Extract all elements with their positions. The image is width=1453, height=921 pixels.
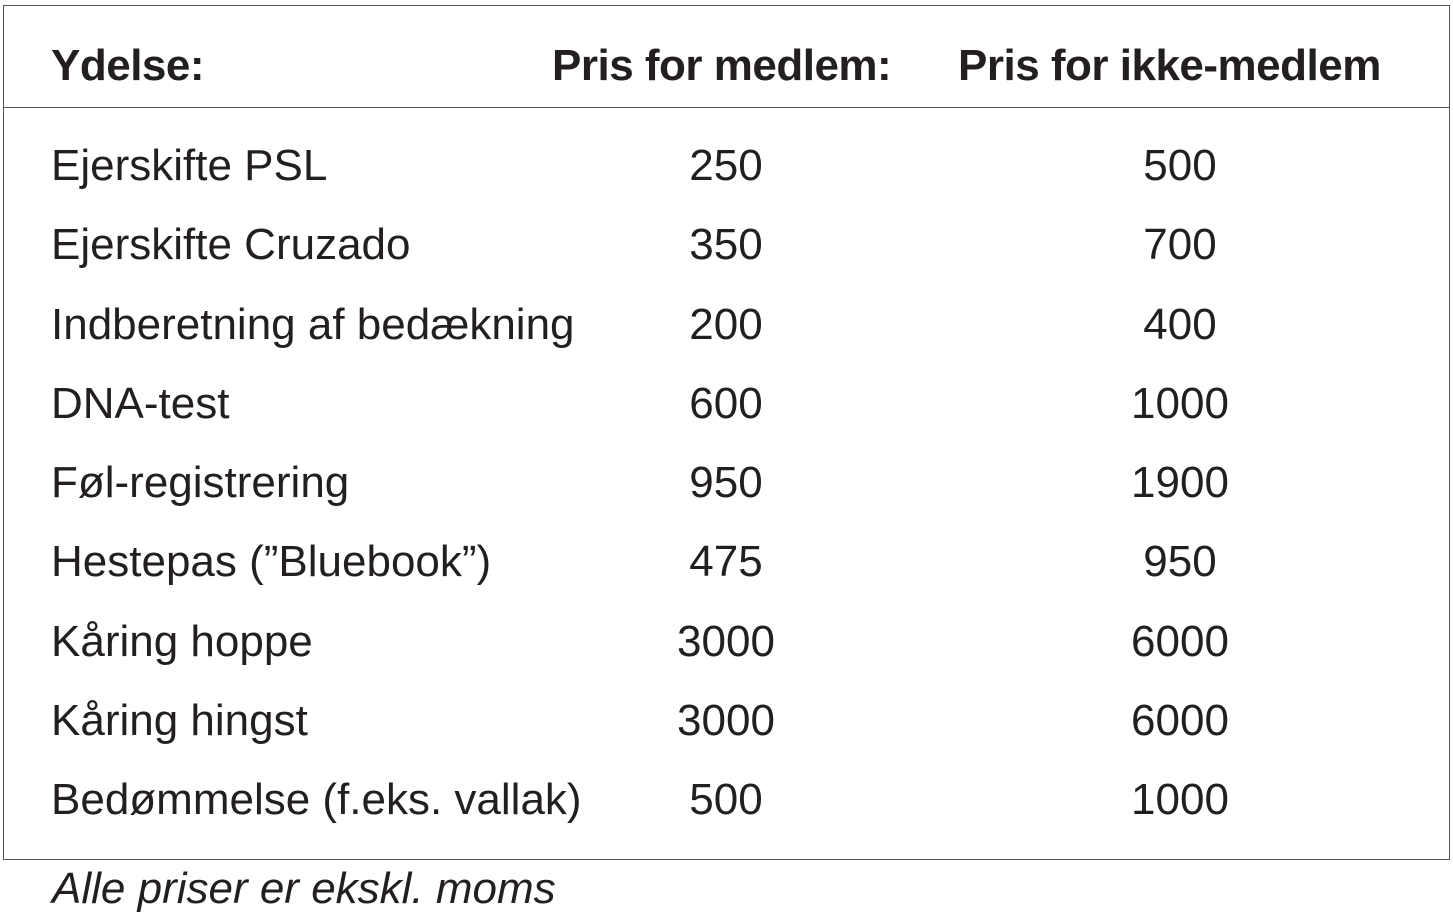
member-price-cell: 950 [689, 458, 763, 508]
table-row [4, 126, 1449, 205]
table-row [4, 681, 1449, 760]
nonmember-price-cell: 6000 [1131, 696, 1229, 746]
table-row [4, 285, 1449, 364]
table-row [4, 205, 1449, 284]
service-cell: Kåring hoppe [51, 616, 313, 666]
nonmember-price-cell: 700 [1143, 220, 1217, 270]
member-price-cell: 3000 [677, 616, 775, 666]
nonmember-price-cell: 1000 [1131, 775, 1229, 825]
nonmember-price-cell: 950 [1143, 537, 1217, 587]
member-price-cell: 3000 [677, 696, 775, 746]
nonmember-price-cell: 500 [1143, 141, 1217, 190]
header-service: Ydelse: [51, 41, 205, 90]
service-cell: Kåring hingst [51, 696, 308, 746]
table-row [4, 522, 1449, 601]
nonmember-price-cell: 400 [1143, 299, 1217, 349]
table-row [4, 364, 1449, 443]
nonmember-price-cell: 1000 [1131, 378, 1229, 428]
service-cell: Føl-registrering [51, 458, 350, 508]
service-cell: Indberetning af bedækning [51, 299, 575, 349]
table-body [4, 126, 1449, 840]
member-price-cell: 350 [689, 220, 763, 270]
member-price-cell: 475 [689, 537, 763, 587]
nonmember-price-cell: 1900 [1131, 458, 1229, 508]
member-price-cell: 500 [689, 775, 763, 825]
service-cell: Bedømmelse (f.eks. vallak) [51, 775, 582, 825]
member-price-cell: 250 [689, 141, 763, 190]
table-row [4, 602, 1449, 681]
service-cell: DNA-test [51, 378, 230, 428]
member-price-cell: 600 [689, 378, 763, 428]
header-member-price: Pris for medlem: [552, 41, 892, 90]
vat-footnote: Alle priser er ekskl. moms [52, 864, 556, 913]
price-table [3, 5, 1450, 860]
header-nonmember-price: Pris for ikke-medlem [958, 41, 1381, 90]
table-header-row [4, 6, 1449, 108]
table-row [4, 760, 1449, 839]
table-row [4, 443, 1449, 522]
member-price-cell: 200 [689, 299, 763, 349]
service-cell: Ejerskifte Cruzado [51, 220, 411, 270]
service-cell: Hestepas (”Bluebook”) [51, 537, 492, 587]
nonmember-price-cell: 6000 [1131, 616, 1229, 666]
service-cell: Ejerskifte PSL [51, 141, 328, 190]
